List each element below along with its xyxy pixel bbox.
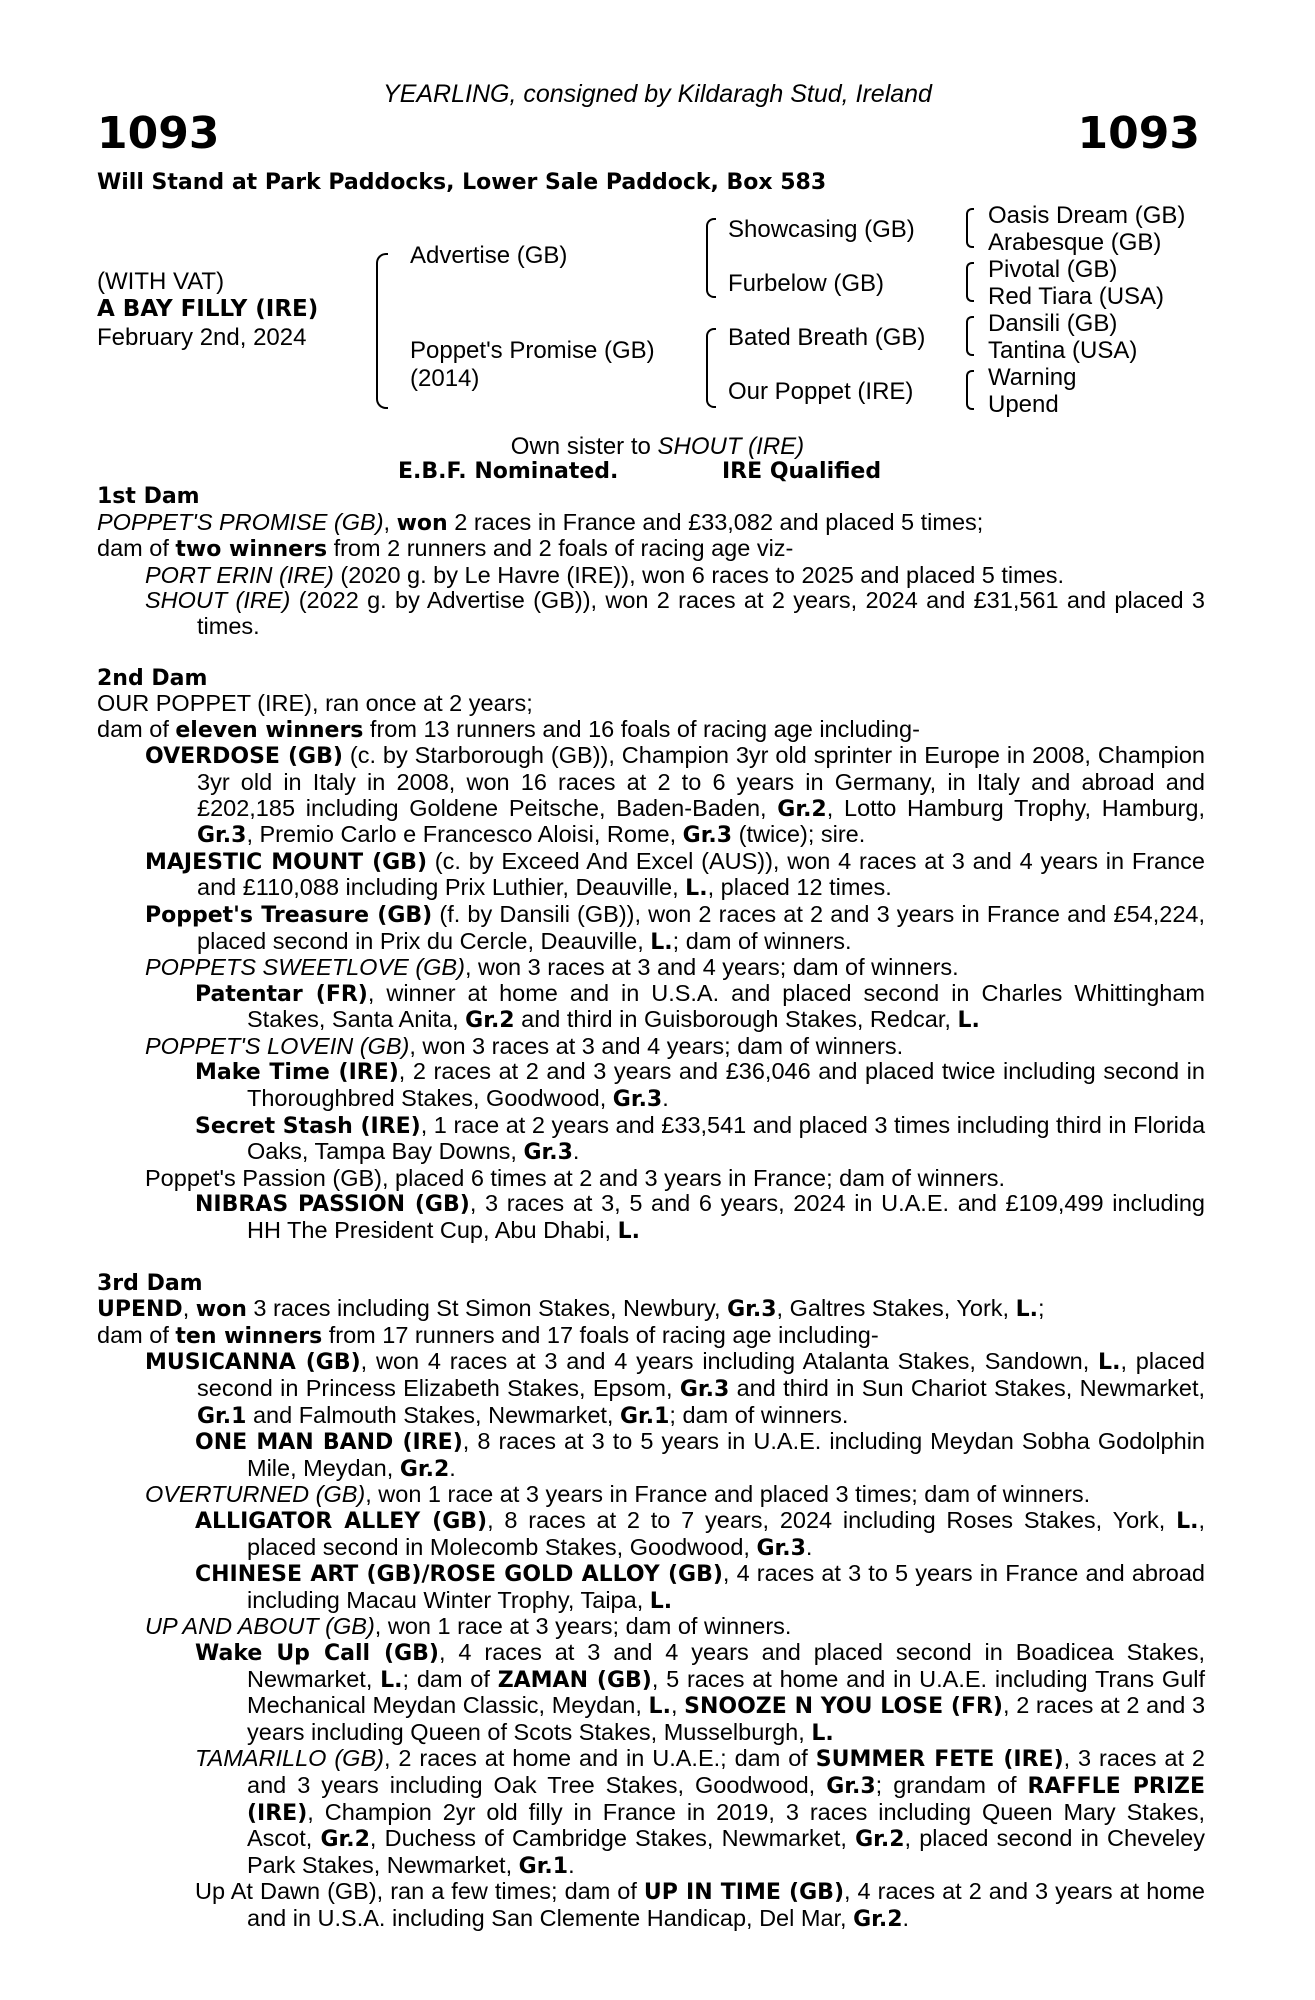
horse-name: POPPET'S LOVEIN (GB) <box>145 1032 410 1059</box>
ped-sds: Pivotal (GB) <box>988 256 1118 283</box>
text: , Galtres Stakes, York, <box>776 1295 1016 1322</box>
grandproduce-entry <box>97 1746 1205 1879</box>
pedigree-brace-3d <box>966 370 974 410</box>
produce-entry <box>97 1614 1205 1640</box>
grade: Gr.1 <box>518 1853 569 1879</box>
grade: Gr.3 <box>197 823 247 849</box>
ped-dsd: Tantina (USA) <box>988 337 1138 364</box>
dam-name: POPPET'S PROMISE (GB) <box>97 508 384 535</box>
produce-entry <box>97 902 1205 955</box>
grade: Gr.2 <box>465 1008 515 1034</box>
horse-name: OVERDOSE (GB) <box>145 744 343 770</box>
vat-note: (WITH VAT) <box>97 268 225 295</box>
grade: Gr.2 <box>777 796 827 822</box>
sire-sire: Showcasing (GB) <box>728 216 915 243</box>
stabling-location: Will Stand at Park Paddocks, Lower Sale Paddock, Box 583 <box>97 170 827 195</box>
grade: L. <box>957 1008 980 1034</box>
text: , <box>670 1692 685 1719</box>
text: , won 3 races at 3 and 4 years; dam of winners. <box>409 1032 904 1059</box>
text: (twice); sire. <box>732 821 866 848</box>
dam-year: (2014) <box>410 365 480 392</box>
pedigree-brace-3b <box>966 262 974 302</box>
grandproduce-entry <box>97 1429 1205 1482</box>
dam-name: UPEND <box>97 1297 183 1323</box>
horse-name: CHINESE ART (GB)/ROSE GOLD ALLOY (GB) <box>195 1562 723 1588</box>
horse-name: UP IN TIME (GB) <box>643 1880 844 1906</box>
first-dam-heading: 1st Dam <box>97 484 200 509</box>
grandproduce-entry <box>97 1113 1205 1166</box>
pedigree-brace-2b <box>706 328 716 408</box>
ped-dds: Warning <box>988 364 1077 391</box>
won-label: won <box>396 510 448 536</box>
grandproduce-entry <box>97 1508 1205 1561</box>
pedigree-brace-2a <box>706 218 716 298</box>
text: Up At Dawn (GB), ran a few times; dam of <box>195 1878 644 1905</box>
produce-entry <box>97 563 1205 589</box>
text: . <box>449 1454 456 1481</box>
ped-ssd: Arabesque (GB) <box>988 229 1162 256</box>
text: and third in Sun Chariot Stakes, Newmarket, <box>729 1375 1205 1401</box>
text: . <box>572 1138 580 1165</box>
horse-name: Poppet's Treasure (GB) <box>145 902 433 928</box>
horse-name: OVERTURNED (GB) <box>145 1481 366 1508</box>
grade: L. <box>380 1667 403 1693</box>
first-dam-line <box>97 510 1205 537</box>
text: and third in Guisborough Stakes, Redcar, <box>514 1006 958 1033</box>
text: , won 4 races at 3 and 4 years including Atalanta Stakes, Sandown, <box>360 1348 1099 1375</box>
text: . <box>805 1533 813 1560</box>
text: , won 1 race at 3 years; dam of winners. <box>374 1613 792 1640</box>
grade: L. <box>811 1720 834 1746</box>
sire: Advertise (GB) <box>410 242 568 269</box>
text: dam of <box>97 715 176 742</box>
text: ; <box>1037 1295 1045 1322</box>
horse-name: ZAMAN (GB) <box>497 1667 652 1693</box>
horse-name: ONE MAN BAND (IRE) <box>195 1430 463 1456</box>
horse-name: Patentar (FR) <box>195 981 368 1007</box>
text: ; grandam of <box>875 1771 1028 1798</box>
grandproduce-entry <box>97 1059 1205 1112</box>
grade: L. <box>1098 1350 1121 1376</box>
ped-sss: Oasis Dream (GB) <box>988 202 1186 229</box>
grade: L. <box>1015 1297 1038 1323</box>
text: , placed second in Princess Elizabeth Stakes, Epsom, <box>197 1348 1206 1401</box>
grade: Gr.3 <box>612 1087 663 1113</box>
text: . <box>662 1085 669 1112</box>
grade: L. <box>648 1694 671 1720</box>
text: . <box>568 1851 575 1878</box>
first-dam-produce-summary <box>97 536 1205 563</box>
text: and Falmouth Stakes, Newmarket, <box>246 1401 620 1428</box>
pedigree-brace-3a <box>966 208 974 248</box>
text: from 2 runners and 2 foals of racing age viz- <box>327 535 794 562</box>
horse-name: A BAY FILLY (IRE) <box>97 296 319 322</box>
catalogue-body <box>97 484 1205 1932</box>
foaling-date: February 2nd, 2024 <box>97 324 307 351</box>
produce-entry <box>97 1349 1205 1429</box>
grade: L. <box>617 1219 640 1245</box>
text: , <box>383 508 397 535</box>
horse-name: PORT ERIN (IRE) <box>145 561 334 588</box>
text: , 5 races at home and in U.A.E. including Trans Gulf Mechanical Meydan Classic, Meydan, <box>247 1665 1206 1719</box>
dam-dam: Our Poppet (IRE) <box>728 378 914 405</box>
horse-name: MUSICANNA (GB) <box>145 1350 361 1376</box>
produce-entry: Poppet's Passion (GB), placed 6 times at 2 and 3 years in France; dam of winners. <box>145 1164 1006 1191</box>
text: , Lotto Hamburg Trophy, Hamburg, <box>826 794 1205 821</box>
horse-name: Make Time (IRE) <box>195 1060 399 1086</box>
grade: Gr.1 <box>197 1403 247 1429</box>
text: ; dam of winners. <box>669 1401 849 1428</box>
grade: Gr.3 <box>679 1377 730 1402</box>
horse-name: UP AND ABOUT (GB) <box>145 1613 375 1640</box>
winners-count: ten winners <box>175 1323 323 1349</box>
pedigree-brace-1 <box>376 253 388 409</box>
horse-name: NIBRAS PASSION (GB) <box>195 1192 470 1218</box>
horse-name: POPPETS SWEETLOVE (GB) <box>145 954 465 981</box>
text: , 8 races at 3 to 5 years in U.A.E. including Meydan Sobha Godolphin Mile, Meydan, <box>247 1428 1205 1481</box>
text: from 17 runners and 17 foals of racing age including- <box>322 1321 879 1348</box>
sire-dam: Furbelow (GB) <box>728 270 885 297</box>
ebf-note: E.B.F. Nominated. <box>398 459 619 484</box>
lot-number-right: 1093 <box>1077 108 1200 159</box>
grade: L. <box>685 876 708 902</box>
produce-entry <box>97 849 1205 902</box>
text: , <box>182 1295 196 1322</box>
text: , Premio Carlo e Francesco Aloisi, Rome, <box>246 821 683 848</box>
grade: L. <box>650 929 673 955</box>
text: , Champion 2yr old filly in France in 2019, 3 races including Queen Mary Stakes, Ascot, <box>247 1798 1205 1852</box>
grade: Gr.2 <box>399 1456 450 1482</box>
grade: Gr.2 <box>855 1827 905 1853</box>
produce-entry <box>97 1034 1205 1060</box>
grade: Gr.2 <box>853 1906 903 1932</box>
third-dam-heading: 3rd Dam <box>97 1270 203 1296</box>
grandproduce-entry <box>97 1640 1205 1746</box>
ped-dss: Dansili (GB) <box>988 310 1118 337</box>
winners-count: eleven winners <box>175 717 364 743</box>
grade: Gr.3 <box>826 1773 876 1799</box>
grade: L. <box>649 1588 673 1614</box>
text: (2022 g. by Advertise (GB)), won 2 races at 2 years, 2024 and £31,561 and placed 3 times. <box>197 587 1206 639</box>
text: . <box>902 1904 910 1931</box>
grade: L. <box>1176 1508 1199 1534</box>
grandproduce-entry <box>97 1561 1205 1614</box>
ped-sdd: Red Tiara (USA) <box>988 283 1165 310</box>
grandproduce-entry <box>97 981 1205 1034</box>
winners-count: two winners <box>175 537 328 563</box>
text: , winner at home and in U.S.A. and placed second in Charles Whittingham Stakes, Santa Anita, <box>247 979 1205 1033</box>
grade: Gr.3 <box>727 1297 777 1323</box>
text: , placed 12 times. <box>707 874 892 901</box>
second-dam-line: OUR POPPET (IRE), ran once at 2 years; <box>97 690 533 717</box>
horse-name: RAFFLE PRIZE (IRE) <box>247 1773 1205 1826</box>
third-dam-produce-summary <box>97 1323 1205 1350</box>
grade: Gr.2 <box>320 1827 370 1853</box>
text: , 2 races at home and in U.A.E.; dam of <box>383 1745 816 1772</box>
third-dam-line <box>97 1296 1205 1323</box>
consignment-header: YEARLING, consigned by Kildaragh Stud, Ireland <box>383 80 932 108</box>
text: from 13 runners and 16 foals of racing age including- <box>363 715 920 742</box>
won-label: won <box>195 1297 247 1323</box>
horse-name: SNOOZE N YOU LOSE (FR) <box>684 1694 1003 1720</box>
produce-entry <box>97 743 1205 848</box>
text: , 4 races at 3 to 5 years in France and abroad including Macau Winter Trophy, Taipa, <box>247 1560 1205 1613</box>
text: , 8 races at 2 to 7 years, 2024 including Roses Stakes, York, <box>487 1506 1177 1533</box>
dam: Poppet's Promise (GB) <box>410 337 655 364</box>
text: , 4 races at 3 and 4 years and placed second in Boadicea Stakes, Newmarket, <box>247 1638 1206 1692</box>
second-dam-produce-summary <box>97 717 1205 744</box>
text: ; dam of winners. <box>672 927 852 954</box>
pedigree-brace-3c <box>966 316 974 356</box>
ire-qualified: IRE Qualified <box>722 459 882 484</box>
text: , 1 race at 2 years and £33,541 and placed 3 times including third in Florida Oaks, Tampa Bay Downs, <box>247 1111 1206 1165</box>
grade: Gr.3 <box>523 1140 573 1166</box>
text: 2 races in France and £33,082 and placed 5 times; <box>447 508 984 535</box>
text: (c. by Exceed And Excel (AUS)), won 4 races at 3 and 4 years in France and £110,088 including Prix Luthier, Deauville, <box>197 847 1205 901</box>
grandproduce-entry <box>97 1191 1205 1244</box>
text: , placed second in Cheveley Park Stakes, Newmarket, <box>247 1825 1206 1878</box>
horse-name: Secret Stash (IRE) <box>195 1113 421 1139</box>
text: , 3 races at 2 and 3 years including Oak Tree Stakes, Goodwood, <box>247 1745 1205 1798</box>
text: , won 3 races at 3 and 4 years; dam of winners. <box>464 954 959 981</box>
text: ; dam of <box>402 1665 498 1692</box>
horse-name: ALLIGATOR ALLEY (GB) <box>195 1508 488 1534</box>
produce-entry <box>97 1482 1205 1508</box>
text: , won 1 race at 3 years in France and placed 3 times; dam of winners. <box>365 1481 1091 1508</box>
text: dam of <box>97 535 176 562</box>
text: dam of <box>97 1321 176 1348</box>
horse-name: SHOUT (IRE) <box>145 587 291 614</box>
text: , 2 races at 2 and 3 years and £36,046 and placed twice including second in Thoroughbred Stakes, Goodwood, <box>247 1058 1205 1112</box>
text: (f. by Dansili (GB)), won 2 races at 2 and 3 years in France and £54,224, placed second in Prix du Cercle, Deauville, <box>197 900 1205 954</box>
sister-name: SHOUT (IRE) <box>657 433 805 460</box>
produce-entry <box>97 955 1205 981</box>
horse-name: SUMMER FETE (IRE) <box>815 1747 1064 1773</box>
dam-sire: Bated Breath (GB) <box>728 324 926 351</box>
grade: Gr.1 <box>619 1403 670 1429</box>
horse-name: Wake Up Call (GB) <box>195 1640 439 1666</box>
ped-ddd: Upend <box>988 391 1059 418</box>
text: (c. by Starborough (GB)), Champion 3yr old sprinter in Europe in 2008, Champion 3yr old in Italy in 2008, won 16 races at 2 to 6 years in Germany, in Italy and abroad and £202,185 including Goldene Peitsche, Baden-Baden, <box>197 742 1205 821</box>
horse-name: TAMARILLO (GB) <box>195 1745 384 1772</box>
grandproduce-entry <box>97 1879 1205 1932</box>
second-dam-heading: 2nd Dam <box>97 665 208 691</box>
text: , Duchess of Cambridge Stakes, Newmarket, <box>369 1825 856 1852</box>
horse-name: MAJESTIC MOUNT (GB) <box>145 849 427 875</box>
sister-note <box>0 433 1315 461</box>
lot-number-left: 1093 <box>97 108 220 159</box>
text: , 2 races at 2 and 3 years including Queen of Scots Stakes, Musselburgh, <box>247 1692 1206 1745</box>
produce-entry <box>97 588 1205 639</box>
grade: Gr.3 <box>682 823 733 849</box>
grade: Gr.3 <box>756 1535 806 1561</box>
text: 3 races including St Simon Stakes, Newbury, <box>246 1295 728 1322</box>
text: (2020 g. by Le Havre (IRE)), won 6 races to 2025 and placed 5 times. <box>333 561 1065 588</box>
text: , placed second in Molecomb Stakes, Goodwood, <box>247 1506 1205 1560</box>
text: , 3 races at 3, 5 and 6 years, 2024 in U.A.E. and £109,499 including HH The President Cup, Abu Dhabi, <box>247 1190 1205 1244</box>
text: , 4 races at 2 and 3 years at home and in U.S.A. including San Clemente Handicap, Del Mar, <box>247 1878 1205 1931</box>
sister-prefix: Own sister to <box>510 433 658 460</box>
